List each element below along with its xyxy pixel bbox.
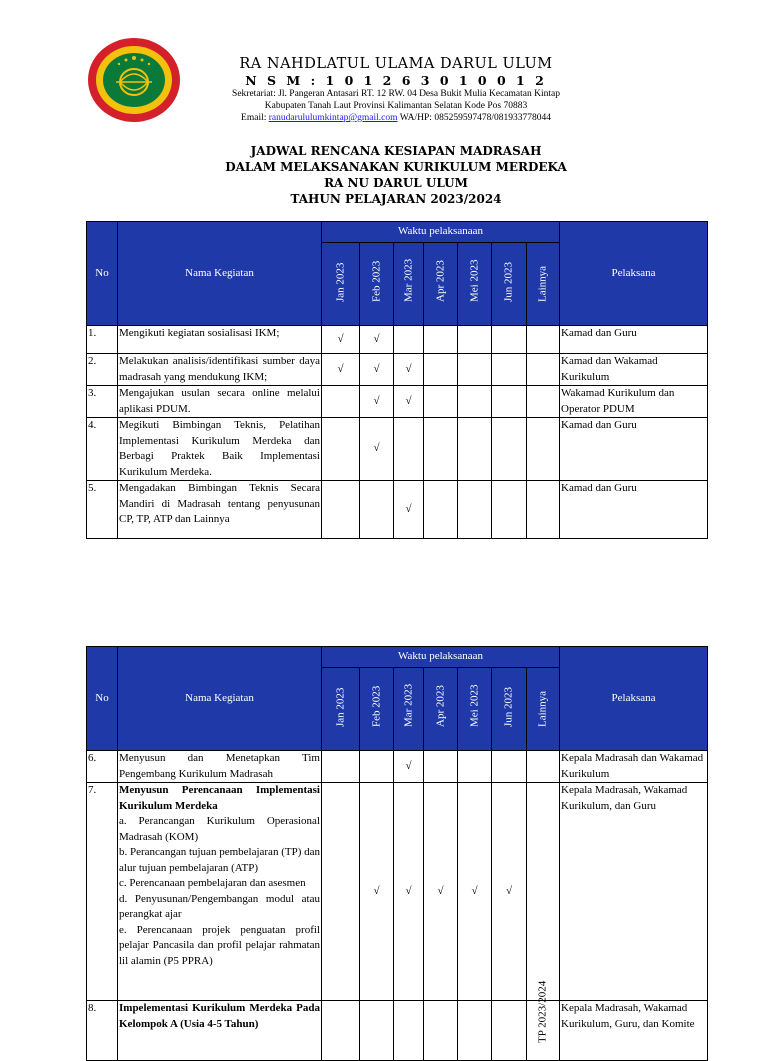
header-month-label: Mei 2023 (467, 259, 480, 302)
header-pelaksana: Pelaksana (560, 647, 708, 751)
schedule-cell (492, 481, 527, 539)
schedule-cell (527, 354, 560, 386)
check-mark: √ (373, 884, 380, 897)
schedule-cell (458, 751, 492, 783)
doc-title-4: TAHUN PELAJARAN 2023/2024 (290, 192, 502, 206)
schedule-cell (527, 783, 560, 1001)
row-number: 4. (87, 418, 118, 481)
schedule-cell (458, 326, 492, 354)
schedule-cell (492, 326, 527, 354)
schedule-cell (527, 418, 560, 481)
schedule-cell (360, 418, 394, 481)
implementer: Wakamad Kurikulum dan Operator PDUM (560, 386, 708, 418)
schedule-cell (527, 386, 560, 418)
schedule-cell (527, 751, 560, 783)
phone-text: WA/HP: 085259597478/081933778044 (399, 113, 551, 123)
activity-name (118, 783, 322, 1001)
header-month-label: Apr 2023 (433, 684, 446, 727)
schedule-table-2 (86, 646, 708, 1061)
table-row (87, 751, 708, 783)
implementer: Kamad dan Guru (560, 481, 708, 539)
doc-title-3: RA NU DARUL ULUM (324, 176, 468, 190)
row-number: 8. (87, 1001, 118, 1061)
schedule-cell (458, 418, 492, 481)
schedule-cell (322, 354, 360, 386)
check-mark: √ (471, 884, 478, 897)
implementer: Kamad dan Guru (560, 418, 708, 481)
header-month-label: Feb 2023 (369, 685, 382, 727)
implementer: Kepala Madrasah dan Wakamad Kurikulum (560, 751, 708, 783)
header-month (492, 243, 527, 326)
header-month (458, 243, 492, 326)
check-mark: √ (337, 362, 344, 375)
schedule-cell (394, 354, 424, 386)
schedule-cell (322, 783, 360, 1001)
schedule-cell (360, 751, 394, 783)
schedule-cell (394, 783, 424, 1001)
activity-title: Menyusun Perencanaan Implementasi Kurikulum Merdeka (119, 784, 320, 812)
schedule-cell (360, 783, 394, 1001)
schedule-cell (394, 1001, 424, 1061)
schedule-cell (322, 326, 360, 354)
header-month (458, 668, 492, 751)
row-number: 1. (87, 326, 118, 354)
header-month-label: Jun 2023 (502, 686, 515, 727)
header-month-label: Feb 2023 (369, 260, 382, 302)
row-number: 5. (87, 481, 118, 539)
header-month-label: Lainnya (536, 265, 549, 302)
header-month (360, 668, 394, 751)
schedule-cell (424, 354, 458, 386)
table-row (87, 326, 708, 354)
schedule-cell (492, 751, 527, 783)
header-kegiatan: Nama Kegiatan (118, 222, 322, 326)
schedule-cell (424, 1001, 458, 1061)
row-number: 2. (87, 354, 118, 386)
table-row (87, 1001, 708, 1061)
schedule-cell (527, 326, 560, 354)
address-line-2: Kabupaten Tanah Laut Provinsi Kalimantan Selatan Kode Pos 70883 (264, 101, 528, 111)
schedule-cell (360, 354, 394, 386)
check-mark: √ (337, 332, 344, 345)
schedule-cell (458, 783, 492, 1001)
schedule-cell (322, 1001, 360, 1061)
schedule-cell (458, 386, 492, 418)
activity-name: Megikuti Bimbingan Teknis, Pelatihan Implementasi Kurikulum Merdeka dan Berbagi Praktek Baik Implementasi Kurikulum Merdeka. (118, 418, 322, 481)
implementer: Kamad dan Wakamad Kurikulum (560, 354, 708, 386)
implementer: Kamad dan Guru (560, 326, 708, 354)
schedule-cell (492, 386, 527, 418)
schedule-cell (424, 418, 458, 481)
header-no: No (87, 647, 118, 751)
schedule-cell (394, 326, 424, 354)
schedule-cell (424, 783, 458, 1001)
schedule-cell (360, 1001, 394, 1061)
check-mark: √ (373, 362, 380, 375)
header-month (424, 243, 458, 326)
schedule-cell (394, 386, 424, 418)
header-waktu: Waktu pelaksanaan (322, 222, 560, 243)
schedule-cell (458, 1001, 492, 1061)
activity-name: Mengadakan Bimbingan Teknis Secara Mandiri di Madrasah tentang penyusunan CP, TP, ATP dan Lainnya (118, 481, 322, 539)
header-month-label: Mar 2023 (401, 683, 414, 727)
schedule-cell (424, 326, 458, 354)
activity-name: Melakukan analisis/identifikasi sumber daya madrasah yang mendukung IKM; (118, 354, 322, 386)
header-month-label: Jun 2023 (502, 261, 515, 302)
check-mark: √ (505, 884, 513, 897)
activity-name (118, 1001, 322, 1061)
header-month (322, 243, 360, 326)
check-mark: √ (373, 394, 380, 407)
activity-name: Mengikuti kegiatan sosialisasi IKM; (118, 326, 322, 354)
table-row (87, 354, 708, 386)
schedule-cell (527, 980, 560, 1061)
header-month (492, 668, 527, 751)
header-month (527, 243, 560, 326)
schedule-cell (394, 481, 424, 539)
check-mark: √ (405, 502, 412, 515)
school-logo (86, 36, 182, 124)
header-month (394, 243, 424, 326)
schedule-cell (424, 386, 458, 418)
activity-name: Mengajukan usulan secara online melalui aplikasi PDUM. (118, 386, 322, 418)
check-mark: √ (437, 884, 444, 897)
schedule-cell (322, 418, 360, 481)
header-month-label: Jan 2023 (333, 687, 346, 727)
school-name: RA NAHDLATUL ULAMA DARUL ULUM (239, 56, 553, 72)
activity-subitem: e. Perencanaan projek penguatan profil pelajar Pancasila dan profil pelajar rahmatan lil alamin (P5 PPRA) (119, 923, 320, 967)
header-month (322, 668, 360, 751)
check-mark: √ (405, 884, 412, 897)
header-month (424, 668, 458, 751)
schedule-cell (322, 751, 360, 783)
check-mark: √ (373, 332, 380, 345)
email-label: Email: (241, 113, 267, 123)
schedule-cell (394, 418, 424, 481)
header-month-label: Lainnya (536, 690, 549, 727)
activity-subitem: b. Perancangan tujuan pembelajaran (TP) dan alur tujuan pembelajaran (ATP) (119, 846, 320, 874)
implementer: Kepala Madrasah, Wakamad Kurikulum, dan Guru (560, 783, 708, 1001)
schedule-cell (360, 386, 394, 418)
header-pelaksana: Pelaksana (560, 222, 708, 326)
schedule-cell (492, 418, 527, 481)
table-row (87, 783, 708, 1001)
header-month-label: Apr 2023 (433, 259, 446, 302)
table-row (87, 481, 708, 539)
address-line-1: Sekretariat: Jl. Pangeran Antasari RT. 12 RW. 04 Desa Bukit Mulia Kecamatan Kintap (232, 89, 560, 99)
activity-subitem: c. Perencanaan pembelajaran dan asesmen (119, 877, 306, 889)
activity-title: Impelementasi Kurikulum Merdeka Pada Kelompok A (Usia 4-5 Tahun) (119, 1002, 320, 1030)
schedule-cell (458, 481, 492, 539)
header-month-label: Mei 2023 (467, 684, 480, 727)
contact-line (186, 113, 606, 123)
schedule-cell (360, 481, 394, 539)
header-month (527, 668, 560, 751)
doc-title-2: DALAM MELAKSANAKAN KURIKULUM MERDEKA (225, 160, 567, 174)
header-month (360, 243, 394, 326)
check-mark: √ (405, 362, 412, 375)
schedule-cell (492, 354, 527, 386)
schedule-cell (424, 751, 458, 783)
activity-subitem: a. Perancangan Kurikulum Operasional Madrasah (KOM) (119, 815, 320, 843)
check-mark: √ (405, 759, 412, 772)
schedule-table-1 (86, 221, 708, 539)
schedule-cell (458, 354, 492, 386)
activity-name: Menyusun dan Menetapkan Tim Pengembang Kurikulum Madrasah (118, 751, 322, 783)
email-link[interactable]: ranudarululumkintap@gmail.com (268, 113, 398, 123)
doc-title-1: JADWAL RENCANA KESIAPAN MADRASAH (250, 144, 542, 158)
table-row (87, 418, 708, 481)
schedule-cell (394, 751, 424, 783)
activity-subitem: d. Penyusunan/Pengembangan modul atau perangkat ajar (119, 892, 320, 920)
table-row (87, 386, 708, 418)
header-month-label: Jan 2023 (333, 262, 346, 302)
lainnya-text: TP 2023/2024 (536, 980, 549, 1043)
school-nsm: N S M : 1 0 1 2 6 3 0 1 0 0 1 2 (245, 73, 547, 88)
row-number: 3. (87, 386, 118, 418)
schedule-cell (424, 481, 458, 539)
header-month-label: Mar 2023 (401, 258, 414, 302)
schedule-cell (492, 783, 527, 1001)
row-number: 6. (87, 751, 118, 783)
header-month (394, 668, 424, 751)
row-number: 7. (87, 783, 118, 1001)
check-mark: √ (405, 394, 412, 407)
schedule-cell (360, 326, 394, 354)
schedule-cell (527, 481, 560, 539)
schedule-cell (492, 1001, 527, 1061)
check-mark: √ (373, 442, 380, 455)
implementer: Kepala Madrasah, Wakamad Kurikulum, Guru, dan Komite (560, 1001, 708, 1061)
schedule-cell (322, 386, 360, 418)
header-no: No (87, 222, 118, 326)
header-kegiatan: Nama Kegiatan (118, 647, 322, 751)
schedule-cell (322, 481, 360, 539)
header-waktu: Waktu pelaksanaan (322, 647, 560, 668)
